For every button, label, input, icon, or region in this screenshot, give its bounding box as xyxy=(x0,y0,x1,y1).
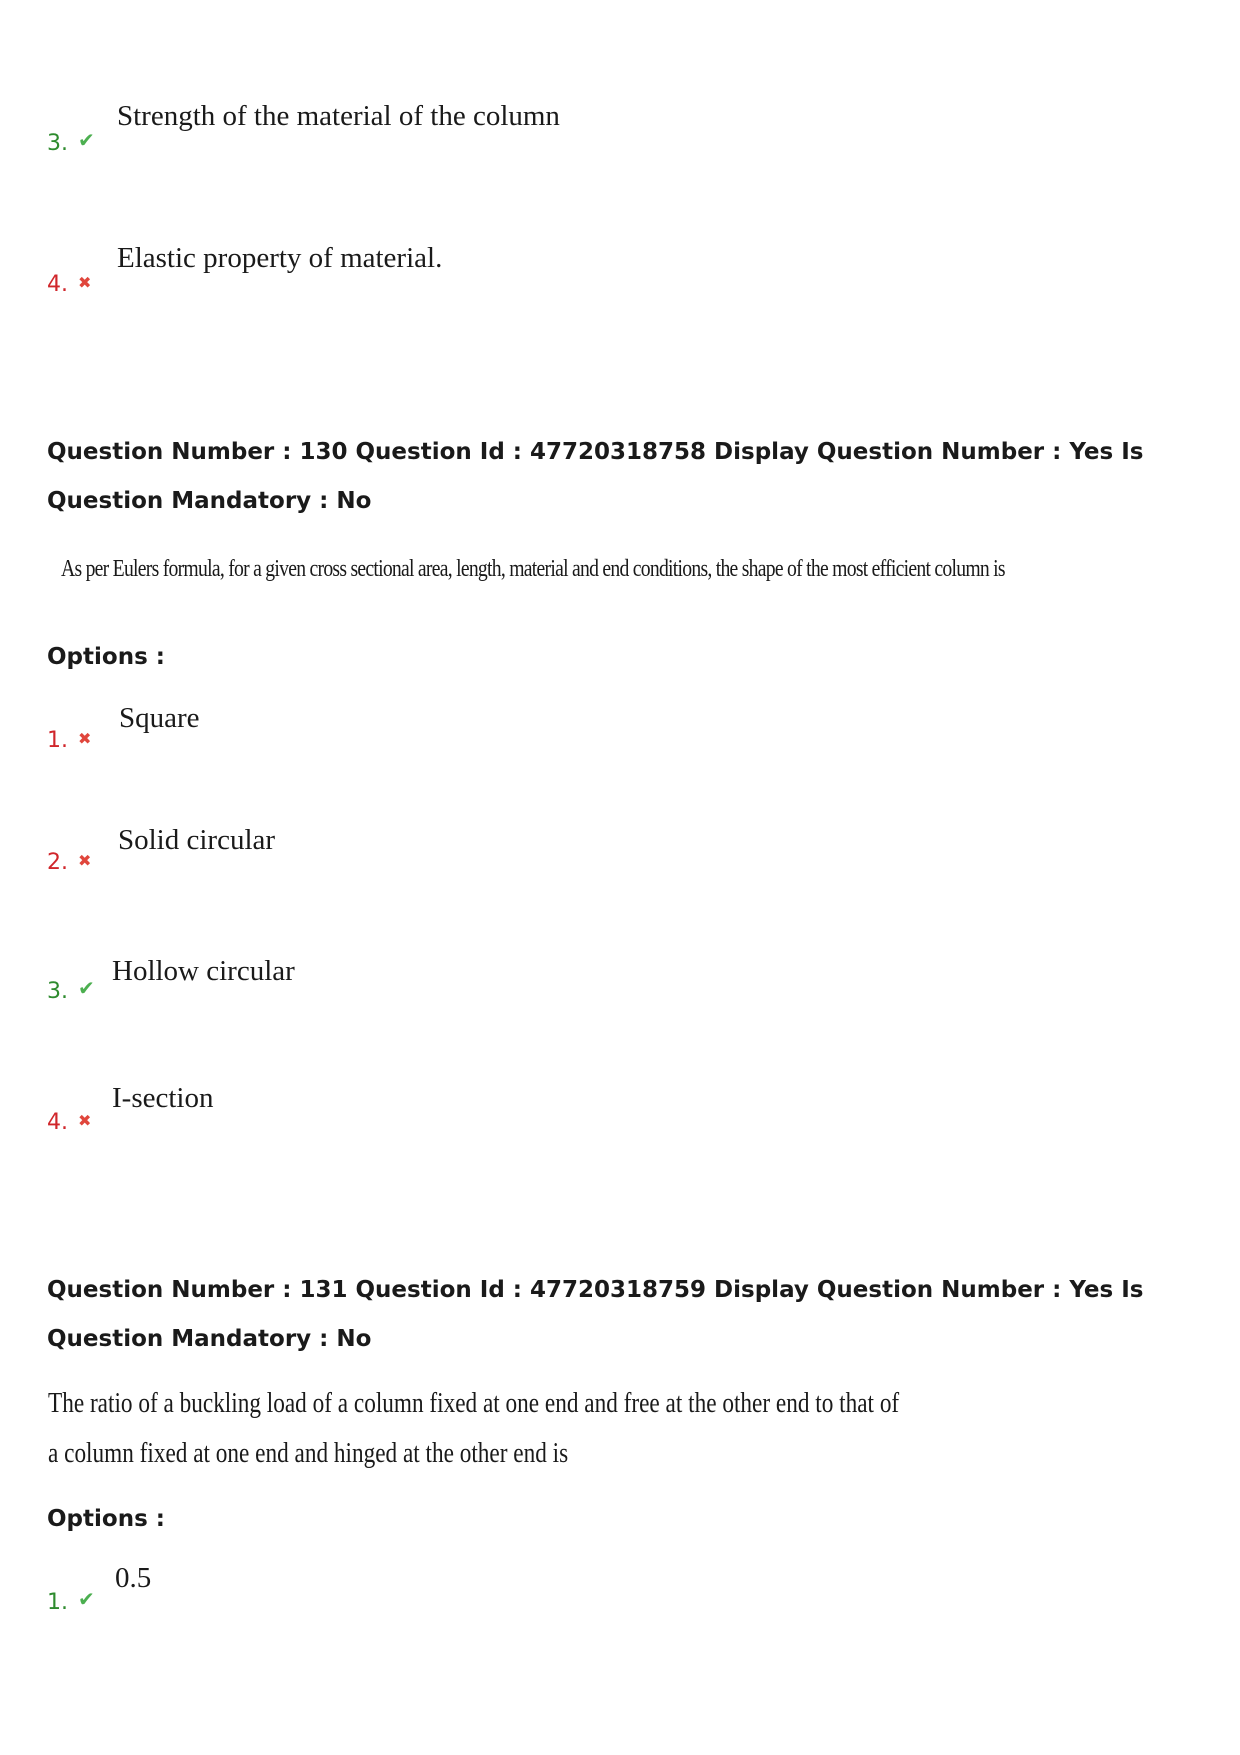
option-number: 3. xyxy=(47,979,68,1004)
question-header-131: Question Number : 131 Question Id : 47720318759 Display Question Number : Yes Is Question Mandatory : No xyxy=(47,1277,1144,1352)
option-text: Solid circular xyxy=(118,824,276,856)
option-number: 3. xyxy=(47,131,68,156)
cross-icon: ✖ xyxy=(78,729,92,748)
question-text-131-line2: a column fixed at one end and hinged at the other end is xyxy=(48,1438,569,1469)
option-text: Strength of the material of the column xyxy=(117,100,560,132)
cross-icon: ✖ xyxy=(78,1111,92,1130)
option-number: 1. xyxy=(47,728,68,753)
check-icon: ✔ xyxy=(78,128,95,152)
cross-icon: ✖ xyxy=(78,851,92,870)
option-3 xyxy=(0,955,1240,1035)
option-number: 2. xyxy=(47,850,68,875)
option-text: I-section xyxy=(112,1082,214,1114)
check-icon: ✔ xyxy=(78,976,95,1000)
option-1 xyxy=(0,1560,1240,1640)
option-text: Elastic property of material. xyxy=(117,242,443,274)
question-text-131-line1: The ratio of a buckling load of a column fixed at one end and free at the other end to that of xyxy=(48,1388,900,1419)
option-4 xyxy=(0,238,1240,318)
option-text: Hollow circular xyxy=(112,955,295,987)
options-label: Options : xyxy=(47,1506,165,1532)
question-header-130: Question Number : 130 Question Id : 47720318758 Display Question Number : Yes Is Question Mandatory : No xyxy=(47,439,1144,514)
option-number: 4. xyxy=(47,1110,68,1135)
cross-icon: ✖ xyxy=(78,273,92,292)
option-2 xyxy=(0,822,1240,902)
option-1 xyxy=(0,700,1240,780)
option-3 xyxy=(0,96,1240,176)
check-icon: ✔ xyxy=(78,1587,95,1611)
option-text: 0.5 xyxy=(115,1562,152,1594)
option-number: 1. xyxy=(47,1590,68,1615)
question-text-130: As per Eulers formula, for a given cross sectional area, length, material and end conditions, the shape of the most efficient column is xyxy=(61,556,1005,582)
options-label: Options : xyxy=(47,644,165,670)
option-text: Square xyxy=(119,702,200,734)
option-number: 4. xyxy=(47,272,68,297)
option-4 xyxy=(0,1080,1240,1160)
